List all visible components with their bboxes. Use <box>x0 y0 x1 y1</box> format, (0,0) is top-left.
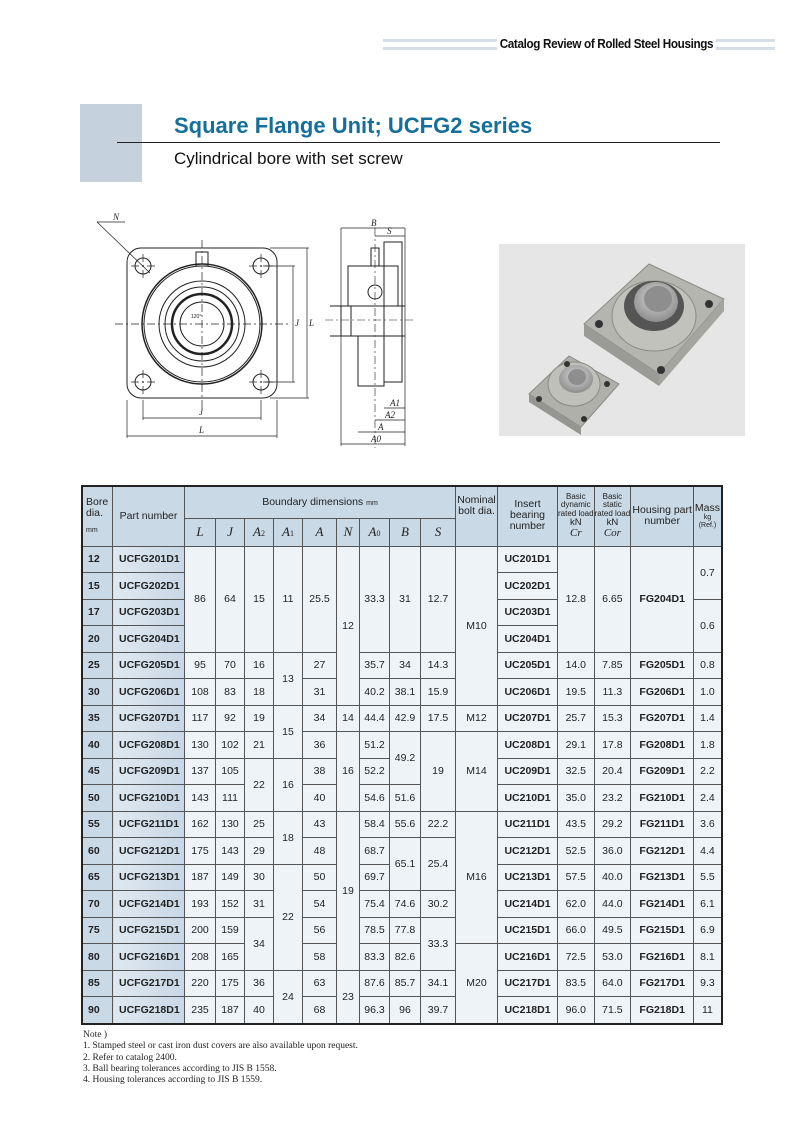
col-header-a2: A2 <box>245 518 274 546</box>
cell-part: UCFG205D1 <box>113 652 185 679</box>
col-header-s: S <box>421 518 456 546</box>
cell-insert: UC213D1 <box>498 864 558 891</box>
cell-cr: 35.0 <box>558 785 595 812</box>
cell-cr: 96.0 <box>558 997 595 1024</box>
cell-a1: 18 <box>274 811 303 864</box>
cell-a2: 34 <box>245 917 274 970</box>
cell-a2: 40 <box>245 997 274 1024</box>
cell-insert: UC204D1 <box>498 626 558 653</box>
cell-cr: 52.5 <box>558 838 595 865</box>
cell-b: 51.6 <box>390 785 421 812</box>
cell-cor: 29.2 <box>594 811 631 838</box>
note-item: 1. Stamped steel or cast iron dust covers are also available upon request. <box>83 1041 358 1052</box>
cell-mass: 0.7 <box>694 546 722 599</box>
cell-housing: FG215D1 <box>631 917 694 944</box>
cell-a2: 16 <box>245 652 274 679</box>
col-header-n: N <box>337 518 360 546</box>
cell-l: 200 <box>185 917 216 944</box>
table-row <box>82 652 722 679</box>
page-title: Square Flange Unit; UCFG2 series <box>174 113 533 138</box>
cell-a: 43 <box>303 811 337 838</box>
cell-a1: 13 <box>274 652 303 705</box>
label-a: A <box>378 422 384 432</box>
cell-a: 48 <box>303 838 337 865</box>
cell-a1: 16 <box>274 758 303 811</box>
cell-j: 102 <box>216 732 245 759</box>
cell-bore: 55 <box>82 811 113 838</box>
cell-bore: 80 <box>82 944 113 971</box>
cell-cr: 25.7 <box>558 705 595 732</box>
cell-s: 33.3 <box>421 917 456 970</box>
cell-insert: UC216D1 <box>498 944 558 971</box>
cell-bore: 90 <box>82 997 113 1024</box>
cell-cor: 40.0 <box>594 864 631 891</box>
cell-a0: 33.3 <box>360 546 390 652</box>
cell-insert: UC201D1 <box>498 546 558 573</box>
cell-s: 15.9 <box>421 679 456 706</box>
cell-a2: 19 <box>245 705 274 732</box>
cell-a2: 15 <box>245 546 274 652</box>
label-s: S <box>387 226 392 236</box>
cell-cr: 57.5 <box>558 864 595 891</box>
cell-bore: 15 <box>82 573 113 600</box>
table-row <box>82 838 722 865</box>
cell-cr: 32.5 <box>558 758 595 785</box>
cell-cor: 64.0 <box>594 970 631 997</box>
cell-n: 23 <box>337 970 360 1024</box>
cell-a: 36 <box>303 732 337 759</box>
table-row <box>82 917 722 944</box>
cell-b: 77.8 <box>390 917 421 944</box>
table-row <box>82 679 722 706</box>
cell-cor: 11.3 <box>594 679 631 706</box>
cell-a0: 75.4 <box>360 891 390 918</box>
cell-b: 85.7 <box>390 970 421 997</box>
col-header-part-number: Part number <box>113 486 185 546</box>
cell-cr: 12.8 <box>558 546 595 652</box>
cell-a0: 35.7 <box>360 652 390 679</box>
cell-j: 165 <box>216 944 245 971</box>
cell-bore: 25 <box>82 652 113 679</box>
cell-cor: 17.8 <box>594 732 631 759</box>
cell-b: 42.9 <box>390 705 421 732</box>
cell-n: 19 <box>337 811 360 970</box>
cell-a: 27 <box>303 652 337 679</box>
note-item: 4. Housing tolerances according to JIS B 1559. <box>83 1075 263 1086</box>
cell-housing: FG214D1 <box>631 891 694 918</box>
cell-bore: 12 <box>82 546 113 573</box>
label-angle: 120° <box>191 314 202 320</box>
cell-bolt: M12 <box>456 705 498 732</box>
cell-part: UCFG201D1 <box>113 546 185 573</box>
specification-table <box>81 485 723 1025</box>
cell-j: 152 <box>216 891 245 918</box>
cell-cr: 14.0 <box>558 652 595 679</box>
cell-a0: 51.2 <box>360 732 390 759</box>
cell-a2: 36 <box>245 970 274 997</box>
cell-s: 34.1 <box>421 970 456 997</box>
cell-bore: 45 <box>82 758 113 785</box>
cell-bore: 35 <box>82 705 113 732</box>
cell-a2: 30 <box>245 864 274 891</box>
cell-bore: 40 <box>82 732 113 759</box>
cell-j: 64 <box>216 546 245 652</box>
cell-cor: 49.5 <box>594 917 631 944</box>
col-header-housing: Housing part number <box>631 486 694 546</box>
note-item: 3. Ball bearing tolerances according to JIS B 1558. <box>83 1063 277 1074</box>
cell-housing: FG218D1 <box>631 997 694 1024</box>
cell-j: 92 <box>216 705 245 732</box>
note-item: 2. Refer to catalog 2400. <box>83 1052 177 1063</box>
label-b: B <box>371 218 377 228</box>
cell-part: UCFG217D1 <box>113 970 185 997</box>
cell-bore: 17 <box>82 599 113 626</box>
col-header-l: L <box>185 518 216 546</box>
cell-cr: 43.5 <box>558 811 595 838</box>
cell-a2: 21 <box>245 732 274 759</box>
product-photo <box>499 244 745 436</box>
cell-part: UCFG218D1 <box>113 997 185 1024</box>
cell-mass: 4.4 <box>694 838 722 865</box>
cell-insert: UC205D1 <box>498 652 558 679</box>
cell-l: 143 <box>185 785 216 812</box>
cell-a: 38 <box>303 758 337 785</box>
cell-cr: 29.1 <box>558 732 595 759</box>
cell-insert: UC206D1 <box>498 679 558 706</box>
cell-a: 54 <box>303 891 337 918</box>
label-a1: A1 <box>390 398 400 408</box>
cell-cr: 19.5 <box>558 679 595 706</box>
cell-a0: 54.6 <box>360 785 390 812</box>
cell-part: UCFG207D1 <box>113 705 185 732</box>
cell-a0: 87.6 <box>360 970 390 997</box>
cell-j: 187 <box>216 997 245 1024</box>
cell-bore: 50 <box>82 785 113 812</box>
cell-cor: 44.0 <box>594 891 631 918</box>
label-j-side: J <box>295 318 299 328</box>
cell-housing: FG208D1 <box>631 732 694 759</box>
cell-insert: UC211D1 <box>498 811 558 838</box>
cell-part: UCFG214D1 <box>113 891 185 918</box>
label-n: N <box>113 212 120 222</box>
cell-cor: 23.2 <box>594 785 631 812</box>
cell-mass: 8.1 <box>694 944 722 971</box>
cell-a1: 24 <box>274 970 303 1024</box>
cell-cor: 20.4 <box>594 758 631 785</box>
table-row <box>82 944 722 971</box>
cell-part: UCFG210D1 <box>113 785 185 812</box>
table-row <box>82 705 722 732</box>
cell-bolt: M16 <box>456 811 498 944</box>
cell-insert: UC208D1 <box>498 732 558 759</box>
cell-part: UCFG212D1 <box>113 838 185 865</box>
cell-l: 220 <box>185 970 216 997</box>
cell-a2: 18 <box>245 679 274 706</box>
cell-n: 14 <box>337 705 360 732</box>
cell-b: 74.6 <box>390 891 421 918</box>
cell-j: 159 <box>216 917 245 944</box>
cell-insert: UC212D1 <box>498 838 558 865</box>
cell-a: 34 <box>303 705 337 732</box>
col-header-bolt-dia: Nominal bolt dia. <box>456 486 498 546</box>
cell-s: 30.2 <box>421 891 456 918</box>
cell-housing: FG217D1 <box>631 970 694 997</box>
cell-housing: FG205D1 <box>631 652 694 679</box>
cell-cr: 62.0 <box>558 891 595 918</box>
cell-insert: UC203D1 <box>498 599 558 626</box>
col-header-insert-bearing: Insert bearing number <box>498 486 558 546</box>
cell-part: UCFG208D1 <box>113 732 185 759</box>
cell-bolt: M14 <box>456 732 498 812</box>
cell-housing: FG206D1 <box>631 679 694 706</box>
cell-insert: UC218D1 <box>498 997 558 1024</box>
table-row <box>82 891 722 918</box>
cell-mass: 2.4 <box>694 785 722 812</box>
col-header-j: J <box>216 518 245 546</box>
cell-b: 55.6 <box>390 811 421 838</box>
label-a2: A2 <box>385 410 395 420</box>
cell-a: 58 <box>303 944 337 971</box>
cell-a: 68 <box>303 997 337 1024</box>
cell-b: 49.2 <box>390 732 421 785</box>
table-row <box>82 546 722 573</box>
cell-insert: UC207D1 <box>498 705 558 732</box>
cell-insert: UC202D1 <box>498 573 558 600</box>
cell-cor: 36.0 <box>594 838 631 865</box>
cell-insert: UC217D1 <box>498 970 558 997</box>
cell-bore: 60 <box>82 838 113 865</box>
cell-mass: 1.4 <box>694 705 722 732</box>
cell-insert: UC210D1 <box>498 785 558 812</box>
section-header: Catalog Review of Rolled Steel Housings <box>497 36 716 51</box>
cell-a2: 22 <box>245 758 274 811</box>
technical-drawing <box>95 208 425 453</box>
notes-title: Note ) <box>83 1030 108 1040</box>
cell-bore: 85 <box>82 970 113 997</box>
cell-bore: 70 <box>82 891 113 918</box>
cell-a: 31 <box>303 679 337 706</box>
cell-part: UCFG203D1 <box>113 599 185 626</box>
cell-a2: 25 <box>245 811 274 838</box>
cell-housing: FG211D1 <box>631 811 694 838</box>
cell-part: UCFG204D1 <box>113 626 185 653</box>
side-view <box>325 228 413 448</box>
cell-part: UCFG213D1 <box>113 864 185 891</box>
title-accent-block <box>80 104 142 182</box>
cell-bore: 30 <box>82 679 113 706</box>
cell-l: 193 <box>185 891 216 918</box>
notes <box>83 1030 358 1086</box>
cell-s: 19 <box>421 732 456 812</box>
table-row <box>82 970 722 997</box>
cell-b: 65.1 <box>390 838 421 891</box>
cell-l: 187 <box>185 864 216 891</box>
cell-housing: FG209D1 <box>631 758 694 785</box>
title-divider <box>117 142 720 143</box>
col-header-b: B <box>390 518 421 546</box>
cell-l: 175 <box>185 838 216 865</box>
cell-a: 63 <box>303 970 337 997</box>
cell-mass: 1.8 <box>694 732 722 759</box>
cell-l: 95 <box>185 652 216 679</box>
cell-a2: 29 <box>245 838 274 865</box>
cell-cr: 66.0 <box>558 917 595 944</box>
table-row <box>82 785 722 812</box>
cell-b: 82.6 <box>390 944 421 971</box>
cell-mass: 9.3 <box>694 970 722 997</box>
table-row <box>82 732 722 759</box>
cell-cr: 83.5 <box>558 970 595 997</box>
cell-s: 12.7 <box>421 546 456 652</box>
col-header-a0: A0 <box>360 518 390 546</box>
cell-mass: 1.0 <box>694 679 722 706</box>
cell-insert: UC214D1 <box>498 891 558 918</box>
cell-j: 105 <box>216 758 245 785</box>
cell-s: 14.3 <box>421 652 456 679</box>
cell-a1: 15 <box>274 705 303 758</box>
cell-part: UCFG209D1 <box>113 758 185 785</box>
label-l-bottom: L <box>199 425 205 435</box>
cell-insert: UC215D1 <box>498 917 558 944</box>
cell-cor: 6.65 <box>594 546 631 652</box>
col-header-a1: A1 <box>274 518 303 546</box>
cell-s: 39.7 <box>421 997 456 1024</box>
cell-a0: 96.3 <box>360 997 390 1024</box>
cell-n: 16 <box>337 732 360 812</box>
label-a0: A0 <box>371 434 381 444</box>
cell-part: UCFG206D1 <box>113 679 185 706</box>
cell-part: UCFG202D1 <box>113 573 185 600</box>
cell-cor: 7.85 <box>594 652 631 679</box>
cell-b: 31 <box>390 546 421 652</box>
cell-a0: 58.4 <box>360 811 390 838</box>
cell-insert: UC209D1 <box>498 758 558 785</box>
cell-mass: 6.9 <box>694 917 722 944</box>
cell-l: 117 <box>185 705 216 732</box>
cell-a: 25.5 <box>303 546 337 652</box>
col-header-cor: Basic static rated load kN Cor <box>594 486 631 546</box>
cell-housing: FG207D1 <box>631 705 694 732</box>
cell-l: 130 <box>185 732 216 759</box>
label-j-bottom: J <box>199 407 203 417</box>
cell-cr: 72.5 <box>558 944 595 971</box>
cell-housing: FG213D1 <box>631 864 694 891</box>
cell-j: 175 <box>216 970 245 997</box>
cell-cor: 71.5 <box>594 997 631 1024</box>
cell-a0: 52.2 <box>360 758 390 785</box>
cell-j: 143 <box>216 838 245 865</box>
cell-mass: 2.2 <box>694 758 722 785</box>
cell-a2: 31 <box>245 891 274 918</box>
cell-mass: 6.1 <box>694 891 722 918</box>
col-header-mass: Mass kg (Ref.) <box>694 486 722 546</box>
col-header-cr: Basic dynamic rated load kN Cr <box>558 486 595 546</box>
cell-b: 38.1 <box>390 679 421 706</box>
cell-bolt: M20 <box>456 944 498 1024</box>
cell-cor: 15.3 <box>594 705 631 732</box>
cell-s: 25.4 <box>421 838 456 891</box>
cell-j: 130 <box>216 811 245 838</box>
cell-housing: FG212D1 <box>631 838 694 865</box>
cell-j: 70 <box>216 652 245 679</box>
cell-l: 162 <box>185 811 216 838</box>
cell-bolt: M10 <box>456 546 498 705</box>
cell-j: 149 <box>216 864 245 891</box>
cell-b: 34 <box>390 652 421 679</box>
cell-l: 108 <box>185 679 216 706</box>
cell-mass: 5.5 <box>694 864 722 891</box>
table-row <box>82 811 722 838</box>
cell-s: 22.2 <box>421 811 456 838</box>
table-row <box>82 997 722 1024</box>
cell-a0: 44.4 <box>360 705 390 732</box>
cell-a0: 83.3 <box>360 944 390 971</box>
cell-a0: 68.7 <box>360 838 390 865</box>
cell-n: 12 <box>337 546 360 705</box>
cell-a: 50 <box>303 864 337 891</box>
cell-mass: 3.6 <box>694 811 722 838</box>
cell-part: UCFG215D1 <box>113 917 185 944</box>
cell-b: 96 <box>390 997 421 1024</box>
cell-part: UCFG211D1 <box>113 811 185 838</box>
cell-l: 86 <box>185 546 216 652</box>
cell-part: UCFG216D1 <box>113 944 185 971</box>
cell-housing: FG204D1 <box>631 546 694 652</box>
cell-mass: 11 <box>694 997 722 1024</box>
cell-cor: 53.0 <box>594 944 631 971</box>
cell-housing: FG210D1 <box>631 785 694 812</box>
cell-l: 208 <box>185 944 216 971</box>
cell-a1: 11 <box>274 546 303 652</box>
col-header-bore: Bore dia. mm <box>82 486 113 546</box>
cell-mass: 0.6 <box>694 599 722 652</box>
cell-j: 83 <box>216 679 245 706</box>
cell-l: 235 <box>185 997 216 1024</box>
cell-bore: 75 <box>82 917 113 944</box>
label-l-side: L <box>309 318 315 328</box>
col-header-a: A <box>303 518 337 546</box>
cell-a0: 40.2 <box>360 679 390 706</box>
cell-housing: FG216D1 <box>631 944 694 971</box>
col-header-boundary-dimensions: Boundary dimensions mm <box>185 486 456 518</box>
cell-a: 56 <box>303 917 337 944</box>
cell-j: 111 <box>216 785 245 812</box>
cell-a1: 22 <box>274 864 303 970</box>
cell-l: 137 <box>185 758 216 785</box>
cell-a: 40 <box>303 785 337 812</box>
cell-a0: 78.5 <box>360 917 390 944</box>
cell-bore: 65 <box>82 864 113 891</box>
cell-s: 17.5 <box>421 705 456 732</box>
cell-bore: 20 <box>82 626 113 653</box>
page-subtitle: Cylindrical bore with set screw <box>174 149 403 168</box>
cell-mass: 0.8 <box>694 652 722 679</box>
cell-a0: 69.7 <box>360 864 390 891</box>
